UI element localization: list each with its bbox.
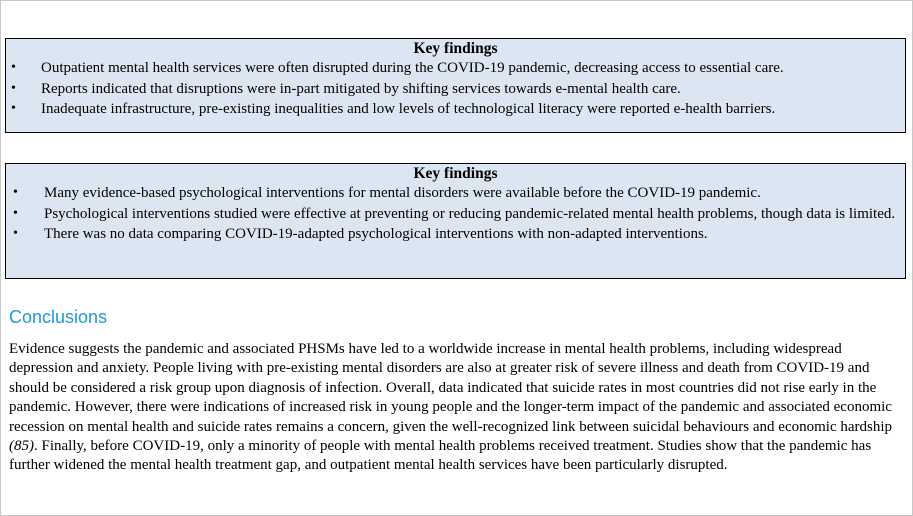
list-item-text: There was no data comparing COVID-19-adapted psychological interventions with non-adapted interventions. [44, 226, 708, 242]
list-item-text: Reports indicated that disruptions were in-part mitigated by shifting services towards e-mental health care. [41, 80, 681, 97]
conclusions-heading: Conclusions [9, 307, 108, 327]
list-item [6, 79, 905, 100]
list-item [6, 58, 905, 79]
bullet-icon: • [11, 60, 16, 75]
bullet-icon: • [13, 226, 18, 241]
key-findings-title: Key findings [413, 40, 498, 57]
key-findings-list [6, 58, 905, 120]
list-item [6, 204, 905, 225]
key-findings-title: Key findings [413, 165, 498, 182]
bullet-icon: • [13, 205, 18, 221]
bullet-icon: • [11, 80, 16, 96]
conclusions-text-part-2: . Finally, before COVID-19, only a minority of people with mental health problems received treatment. Studies show that the pandemic has further widened the mental health treatment gap, and outpatient mental health services have been particularly disrupted. [9, 438, 872, 474]
list-item [6, 183, 905, 204]
list-item-text: Psychological interventions studied were effective at preventing or reducing pandemic-related mental health problems, though data is limited. [44, 205, 896, 222]
list-item-text: Inadequate infrastructure, pre-existing inequalities and low levels of technological literacy were reported e-health barriers. [41, 101, 776, 117]
list-item-text: Outpatient mental health services were often disrupted during the COVID-19 pandemic, decreasing access to essential care. [41, 60, 784, 76]
list-item [6, 99, 905, 120]
key-findings-box-services [5, 38, 906, 133]
key-findings-box-interventions [5, 163, 906, 279]
conclusions-paragraph [9, 340, 909, 476]
key-findings-list [6, 183, 905, 245]
conclusions-text-part-1: Evidence suggests the pandemic and associated PHSMs have led to a worldwide increase in mental health problems, including widespread depression and anxiety. People living with pre-existing mental disorders are also at greater risk of severe illness and death from COVID-19 and should be considered a risk group upon diagnosis of infection. Overall, data indicated that suicide rates in most countries did not rise early in the pandemic. However, there were indications of increased risk in young people and the longer-term impact of the pandemic and associated economic recession on mental health and suicide rates remains a concern, given the well-recognized link between suicidal behaviours and economic hardship [9, 341, 893, 435]
list-item-text: Many evidence-based psychological interventions for mental disorders were available before the COVID-19 pandemic. [44, 185, 761, 201]
bullet-icon: • [11, 101, 16, 116]
citation-reference: (85) [9, 438, 34, 455]
list-item [6, 224, 905, 245]
bullet-icon: • [13, 185, 18, 200]
